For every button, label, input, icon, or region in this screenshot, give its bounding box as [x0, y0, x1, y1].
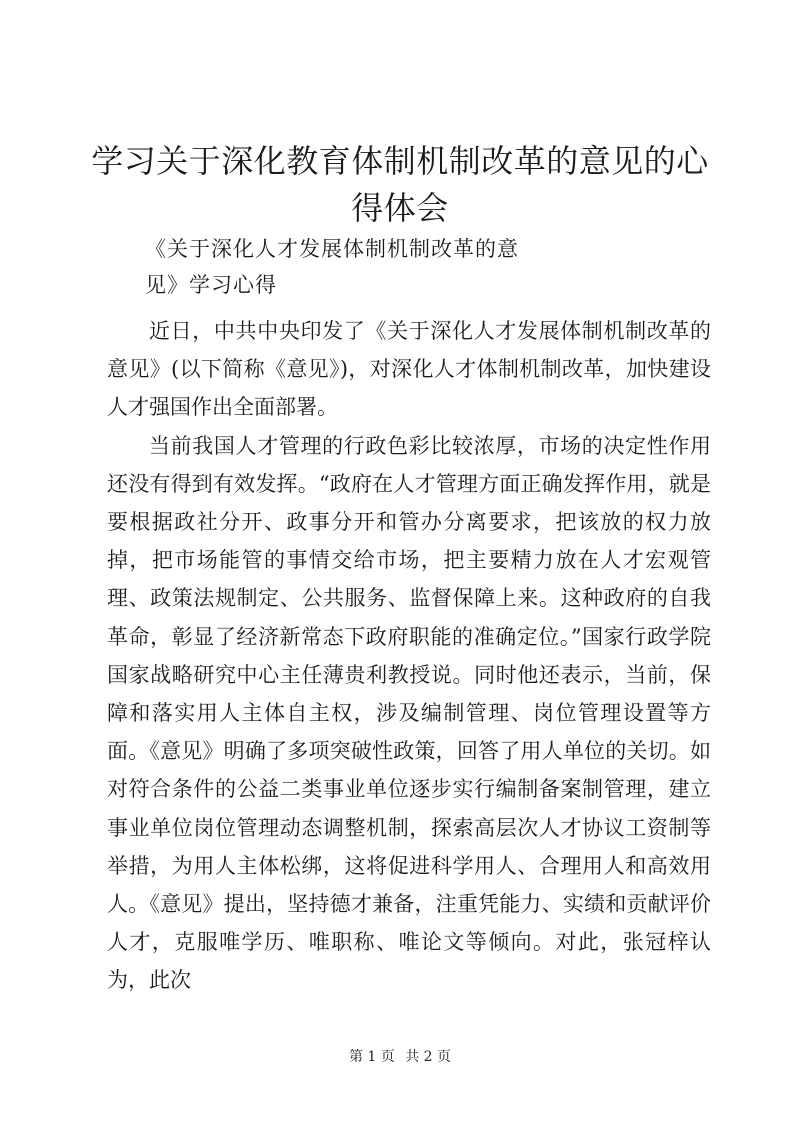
page-number-total: 共 2 页: [405, 1049, 452, 1065]
paragraph-2: 当前我国人才管理的行政色彩比较浓厚，市场的决定性作用还没有得到有效发挥。“政府在人才管理方面正确发挥作用，就是要根据政社分开、政事分开和管办分离要求，把该放的权力放掉，把市场能管的事情交给市场，把主要精力放在人才宏观管理、政策法规制定、公共服务、监督保障上来。这种政府的自我革命，彰显了经济新常态下政府职能的准确定位。”国家行政学院国家战略研究中心主任薄贵利教授说。同时他还表示，当前，保障和落实用人主体自主权，涉及编制管理、岗位管理设置等方面。《意见》明确了多项突破性政策，回答了用人单位的关切。如对符合条件的公益二类事业单位逐步实行编制备案制管理，建立事业单位岗位管理动态调整机制，探索高层次人才协议工资制等举措，为用人主体松绑，这将促进科学用人、合理用人和高效用人。《意见》提出，坚持德才兼备，注重凭能力、实绩和贡献评价人才，克服唯学历、唯职称、唯论文等倾向。对此，张冠梓认为，此次: [107, 433, 711, 993]
subtitle-line-2: 见》学习心得: [145, 273, 277, 297]
paragraph-1: 近日，中共中央印发了《关于深化人才发展体制机制改革的意见》(以下简称《意见》)，对深化人才体制机制改革，加快建设人才强国作出全面部署。: [107, 319, 711, 420]
body-text: [107, 312, 711, 1000]
document-title: 学习关于深化教育体制机制改革的意见的心得体会: [91, 142, 709, 227]
page-number-current: 第 1 页: [348, 1049, 395, 1065]
page-footer: [0, 1047, 800, 1067]
subtitle-line-1: 《关于深化人才发展体制机制改革的意: [145, 237, 519, 261]
